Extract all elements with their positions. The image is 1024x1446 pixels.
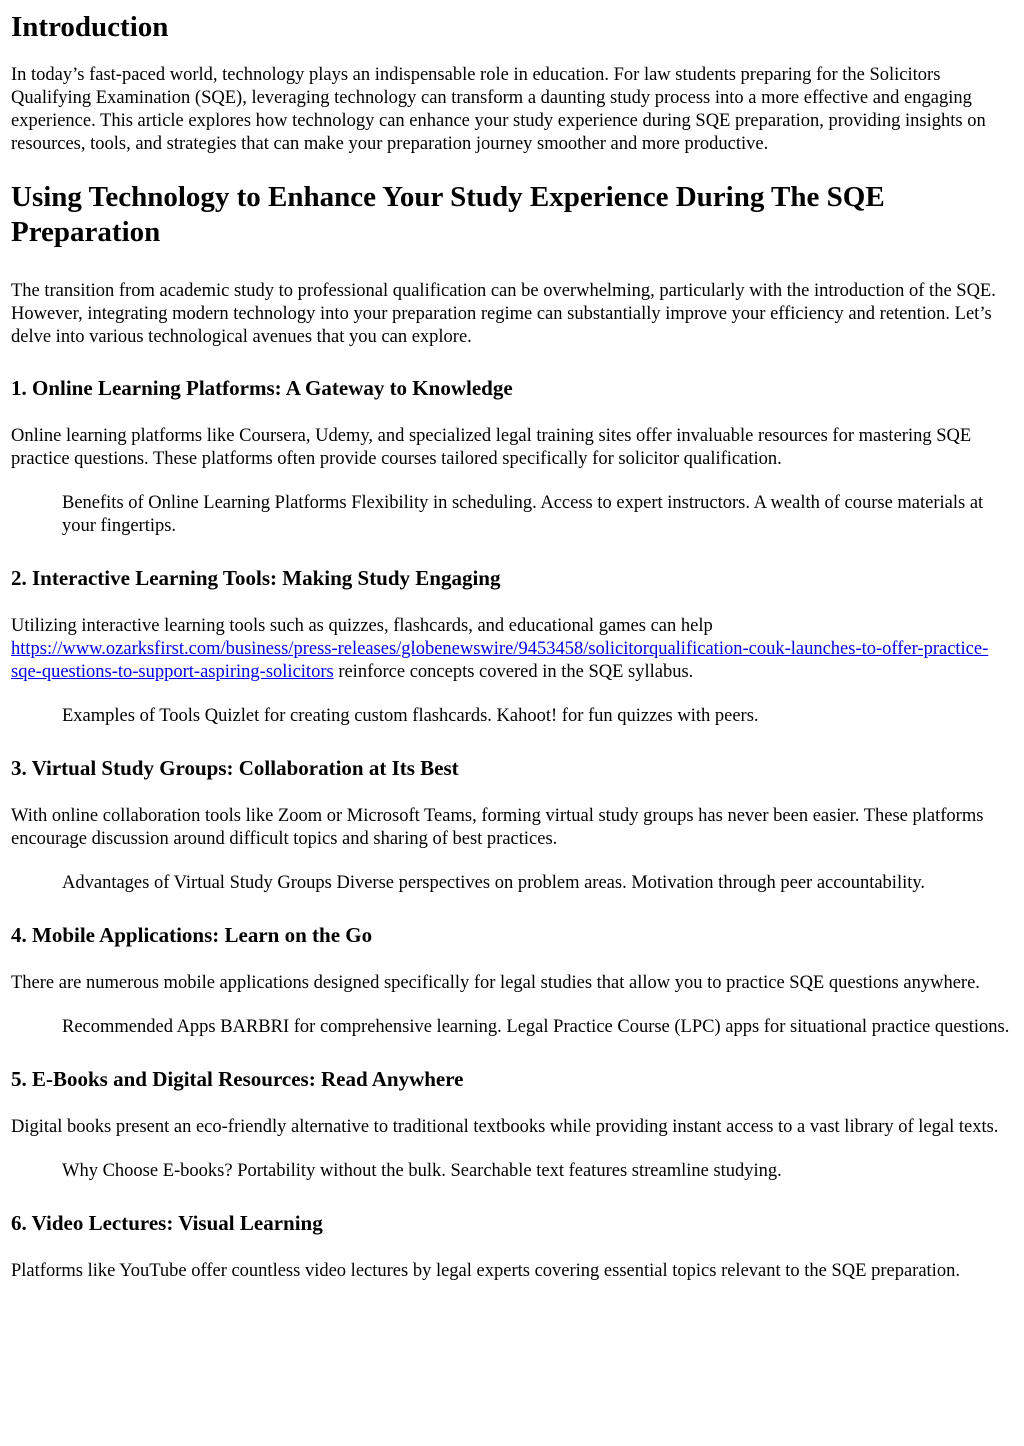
section-1-note: Benefits of Online Learning Platforms Flexibility in scheduling. Access to expert instructors. A wealth of course materials at your fingertips. <box>62 493 984 536</box>
section-4-paragraph: There are numerous mobile applications designed specifically for legal studies that allow you to practice SQE questions anywhere. <box>11 973 980 993</box>
press-release-link[interactable]: https://www.ozarksfirst.com/business/press-releases/globenewswire/9453458/solicitorqualification-couk-launches-to-offer-practice-sqe-questions-to-support-aspiring-solicitors <box>11 639 989 682</box>
section-5-paragraph: Digital books present an eco-friendly alternative to traditional textbooks while providing instant access to a vast library of legal texts. <box>11 1117 999 1137</box>
section-4-heading: 4. Mobile Applications: Learn on the Go <box>11 923 373 947</box>
section-6-heading: 6. Video Lectures: Visual Learning <box>11 1211 323 1235</box>
section-2-text-before: Utilizing interactive learning tools such as quizzes, flashcards, and educational games can help <box>11 616 713 636</box>
section-4-note: Recommended Apps BARBRI for comprehensive learning. Legal Practice Course (LPC) apps for situational practice questions. <box>62 1017 1010 1037</box>
page-title: Using Technology to Enhance Your Study Experience During The SQE Preparation <box>11 181 885 248</box>
section-2-paragraph <box>11 615 1014 684</box>
intro-paragraph: In today’s fast-paced world, technology plays an indispensable role in education. For law students preparing for the Solicitors Qualifying Examination (SQE), leveraging technology can transform a daunting study process into a more effective and engaging experience. This article explores how technology can enhance your study experience during SQE preparation, providing insights on resources, tools, and strategies that can make your preparation journey smoother and more productive. <box>11 65 986 154</box>
section-6-paragraph: Platforms like YouTube offer countless video lectures by legal experts covering essential topics relevant to the SQE preparation. <box>11 1261 960 1281</box>
section-3-note: Advantages of Virtual Study Groups Diverse perspectives on problem areas. Motivation through peer accountability. <box>62 873 926 893</box>
section-3-paragraph: With online collaboration tools like Zoom or Microsoft Teams, forming virtual study groups has never been easier. These platforms encourage discussion around difficult topics and sharing of best practices. <box>11 806 984 849</box>
section-2-note: Examples of Tools Quizlet for creating custom flashcards. Kahoot! for fun quizzes with peers. <box>62 706 759 726</box>
section-1-paragraph: Online learning platforms like Coursera, Udemy, and specialized legal training sites offer invaluable resources for mastering SQE practice questions. These platforms often provide courses tailored specifically for solicitor qualification. <box>11 426 972 469</box>
section-1-heading: 1. Online Learning Platforms: A Gateway to Knowledge <box>11 376 513 400</box>
section-2-text-after: reinforce concepts covered in the SQE syllabus. <box>333 662 694 682</box>
intro-heading: Introduction <box>11 11 169 43</box>
section-5-heading: 5. E-Books and Digital Resources: Read Anywhere <box>11 1067 464 1091</box>
overview-paragraph: The transition from academic study to professional qualification can be overwhelming, particularly with the introduction of the SQE. However, integrating modern technology into your preparation regime can substantially improve your efficiency and retention. Let’s delve into various technological avenues that you can explore. <box>11 281 996 347</box>
section-2-heading: 2. Interactive Learning Tools: Making Study Engaging <box>11 566 501 590</box>
section-3-heading: 3. Virtual Study Groups: Collaboration at Its Best <box>11 756 459 780</box>
section-5-note: Why Choose E-books? Portability without the bulk. Searchable text features streamline studying. <box>62 1161 782 1181</box>
